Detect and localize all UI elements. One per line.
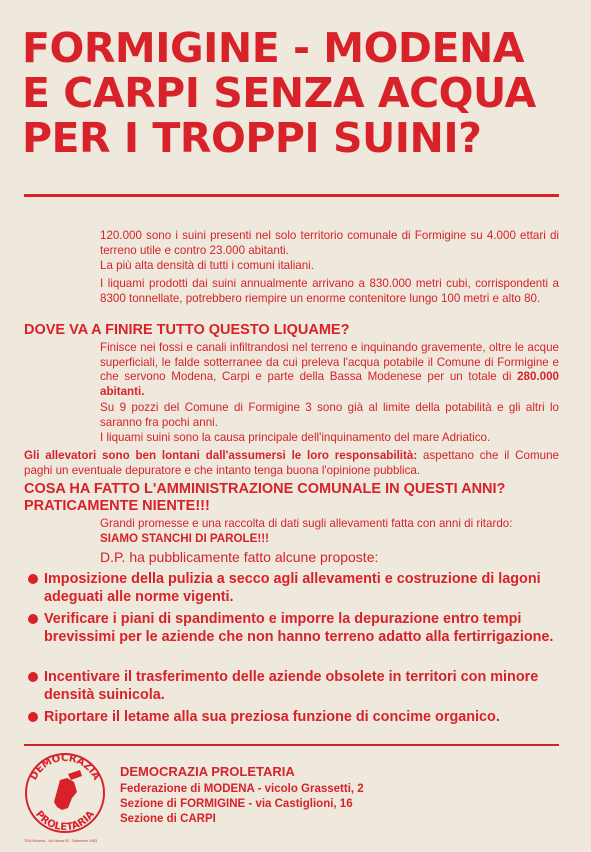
printer-imprint: TEM Modena - Via Nonas 92 - Settembre 1983 (24, 839, 98, 843)
bullet-dot-icon (28, 614, 38, 624)
section2-p1-text: Grandi promesse e una raccolta di dati sugli allevamenti fatta con anni di ritardo: (100, 517, 513, 530)
proposal-text: Imposizione della pulizia a secco agli allevamenti e costruzione di lagoni adeguati alle norme vigenti. (44, 571, 541, 605)
logo-text-bottom: PROLETARIA (33, 809, 97, 834)
section1-p1-bold: 280.000 abitanti. (100, 370, 559, 398)
section1-p1-text: Finisce nei fossi e canali infiltrandosi nel terreno e inquinando gravemente, oltre le acque superficiali, le falde sotterranee da cui preleva l'acqua potabile il Comune di Formigine e che servono Modena, Carpi e parte della Bassa Modenese per un totale di (100, 341, 559, 383)
intro-paragraph-2: La più alta densità di tutti i comuni italiani. (100, 259, 314, 272)
section1-paragraph-2: Su 9 pozzi del Comune di Formigine 3 sono già al limite della potabilità e gli altri lo saranno fra pochi anni. (100, 401, 559, 429)
bullet-dot-icon (28, 672, 38, 682)
section1-p4-text: aspettano che il Comune paghi un eventuale depuratore e che intanto tenga buona l'opinione pubblica. (24, 449, 559, 477)
title-line-3: PER I TROPPI SUINI? (22, 114, 482, 162)
proposal-item (26, 668, 561, 704)
section1-paragraph-4 (24, 449, 559, 478)
footer-line-2: Sezione di FORMIGINE - via Castiglioni, 16 (120, 798, 353, 810)
democrazia-proletaria-logo (24, 752, 106, 834)
section2-p1-bold: SIAMO STANCHI DI PAROLE!!! (100, 531, 269, 545)
proposals-lead: D.P. ha pubblicamente fatto alcune proposte: (100, 549, 379, 565)
bullet-dot-icon (28, 574, 38, 584)
svg-text:PROLETARIA (33, 809, 97, 833)
section1-p4-bold: Gli allevatori sono ben lontani dall'assumersi le loro responsabilità: (24, 449, 418, 462)
logo-text-top: DEMOCRAZIA (28, 752, 102, 783)
proposal-item (26, 708, 561, 726)
footer-line-1: Federazione di MODENA - vicolo Grassetti, 2 (120, 783, 364, 795)
intro-paragraph-3: I liquami prodotti dai suini annualmente arrivano a 830.000 metri cubi, corrispondenti a 8300 tonnellate, potrebbero riempire un enorme contenitore lungo 100 metri e alto 80. (100, 277, 559, 305)
proposal-item (26, 570, 561, 606)
intro-paragraph-1: 120.000 sono i suini presenti nel solo territorio comunale di Formigine su 4.000 ettari di terreno utile e contro 23.000 abitanti. (100, 229, 559, 257)
proposal-item (26, 610, 561, 646)
section1-heading: DOVE VA A FINIRE TUTTO QUESTO LIQUAME? (24, 322, 350, 338)
poster-title (22, 26, 567, 161)
proposal-text: Incentivare il trasferimento delle aziende obsolete in territori con minore densità suinicola. (44, 669, 539, 703)
section1-paragraph-3: I liquami suini sono la causa principale dell'inquinamento del mare Adriatico. (100, 431, 491, 444)
title-line-1: FORMIGINE - MODENA (22, 24, 525, 72)
svg-text:DEMOCRAZIA (28, 753, 102, 782)
bullet-dot-icon (28, 712, 38, 722)
proposal-text: Riportare il letame alla sua preziosa funzione di concime organico. (44, 709, 500, 725)
bottom-divider (24, 744, 559, 746)
title-line-2: E CARPI SENZA ACQUA (22, 69, 536, 117)
section2-heading-2: PRATICAMENTE NIENTE!!! (24, 498, 210, 514)
proposal-text: Verificare i piani di spandimento e imporre la depurazione entro tempi brevissimi per le aziende che non hanno terreno adatto alla fertirrigazione. (44, 611, 554, 645)
section2-heading-1: COSA HA FATTO L'AMMINISTRAZIONE COMUNALE IN QUESTI ANNI? (24, 481, 506, 497)
raised-fist-icon (54, 770, 82, 810)
section2-paragraph (100, 517, 559, 546)
footer-line-3: Sezione di CARPI (120, 813, 216, 825)
section1-paragraph-1 (100, 341, 559, 399)
top-divider (24, 194, 559, 197)
footer-org-name: DEMOCRAZIA PROLETARIA (120, 764, 295, 779)
